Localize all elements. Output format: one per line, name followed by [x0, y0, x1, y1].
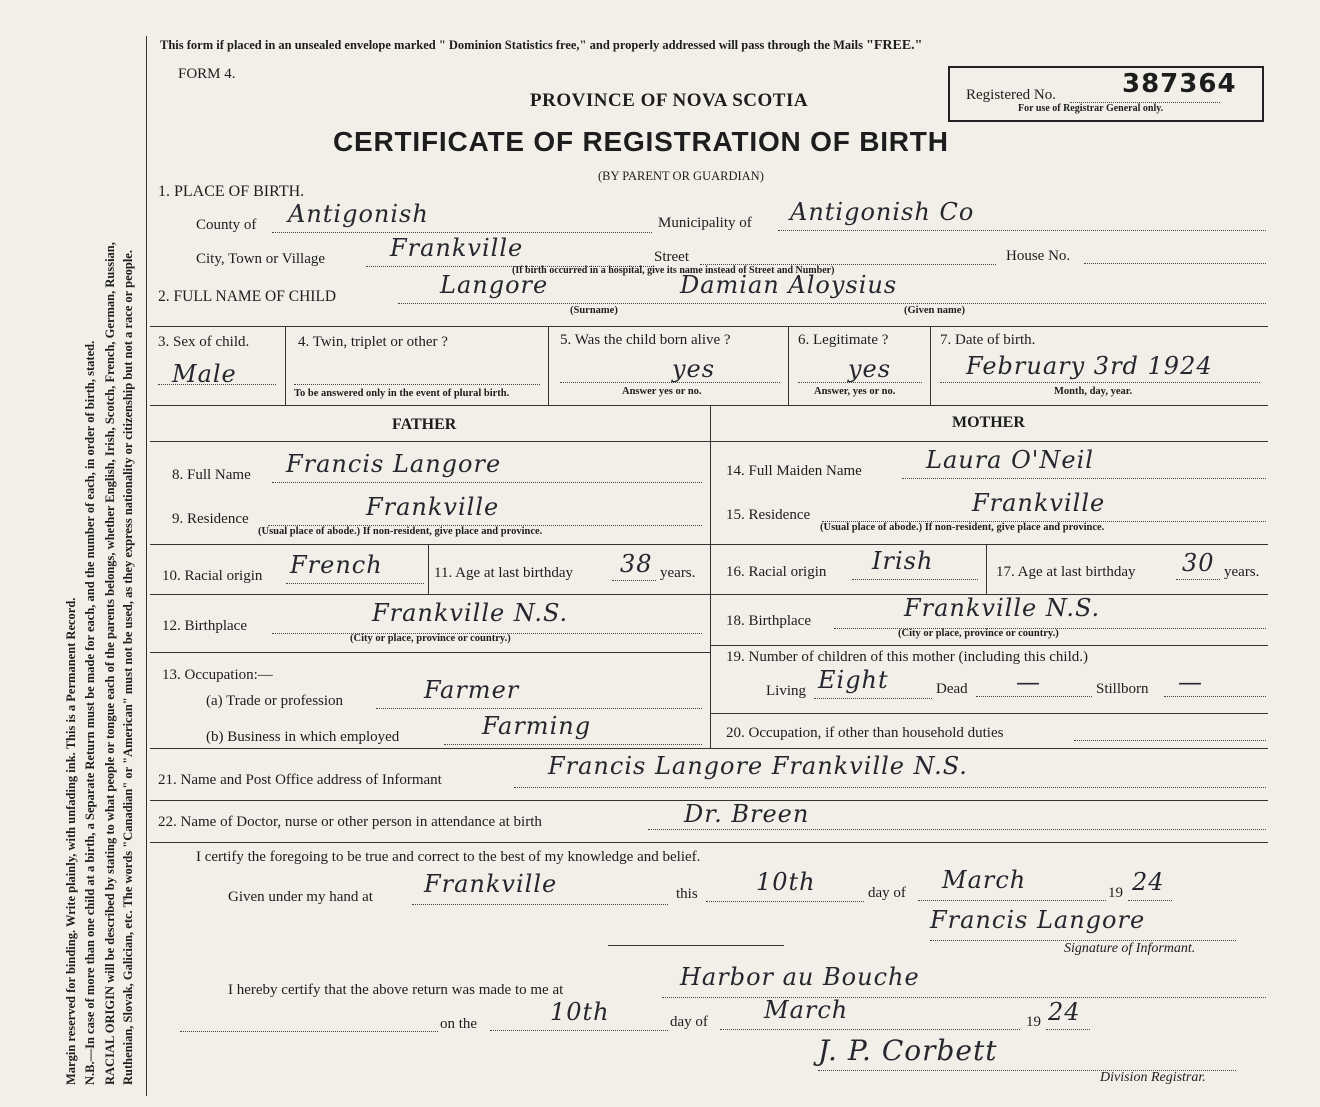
- registrar-place-value: Harbor au Bouche: [680, 963, 920, 991]
- county-label: County of: [196, 217, 257, 233]
- registrar-lead-line: [180, 1031, 438, 1032]
- county-line: [272, 232, 652, 233]
- heading-underline: [150, 441, 1268, 442]
- divider-sex: [285, 326, 286, 405]
- divider-twin: [548, 326, 549, 405]
- mother-res-label: 15. Residence: [726, 507, 811, 523]
- father-biz-label: (b) Business in which employed: [206, 729, 400, 745]
- place-heading: 1. PLACE OF BIRTH.: [158, 183, 305, 200]
- dob-note: Month, day, year.: [1054, 386, 1133, 397]
- cert-given-label: Given under my hand at: [228, 889, 373, 905]
- mother-living-label: Living: [766, 683, 806, 699]
- hospital-note: (If birth occurred in a hospital, give its name instead of Street and Number): [512, 265, 835, 276]
- father-race-line: [286, 583, 424, 584]
- mother-name-line: [902, 478, 1266, 479]
- father-bp-value: Frankville N.S.: [372, 599, 569, 627]
- mother-still-label: Stillborn: [1096, 681, 1149, 697]
- registrar-note: For use of Registrar General only.: [1018, 103, 1164, 114]
- registrar-year-prefix: 19: [1026, 1014, 1041, 1030]
- legit-value: yes: [848, 355, 892, 383]
- alive-value: yes: [672, 355, 716, 383]
- province-heading: PROVINCE OF NOVA SCOTIA: [530, 90, 809, 111]
- father-age-line: [612, 580, 656, 581]
- county-value: Antigonish: [288, 200, 429, 228]
- father-name-value: Francis Langore: [286, 450, 502, 478]
- dob-label: 7. Date of birth.: [940, 332, 1036, 348]
- mother-age-line: [1176, 579, 1220, 580]
- row-bottom-border: [150, 405, 1268, 406]
- child-name-label: 2. FULL NAME OF CHILD: [158, 288, 337, 305]
- certificate-subtitle: (BY PARENT OR GUARDIAN): [598, 169, 764, 183]
- legit-note: Answer, yes or no.: [814, 386, 896, 397]
- mother-race-line: [852, 579, 978, 580]
- house-label: House No.: [1006, 248, 1071, 264]
- mother-living-line: [814, 698, 932, 699]
- mother-dead-label: Dead: [936, 681, 968, 697]
- municipality-value: Antigonish Co: [790, 198, 975, 226]
- father-biz-line: [444, 744, 702, 745]
- given-note: (Given name): [904, 305, 965, 316]
- mother-name-value: Laura O'Neil: [926, 446, 1094, 474]
- father-trade-line: [376, 708, 702, 709]
- father-name-line: [272, 482, 702, 483]
- dob-line: [940, 382, 1260, 383]
- divider-legit: [930, 326, 931, 405]
- mother-occ-line: [1074, 740, 1266, 741]
- cert-day-line: [706, 901, 864, 902]
- cert-this-label: this: [676, 886, 698, 902]
- margin-note-binding: Margin reserved for binding. Write plainly, with unfading ink. This is a Permanent Record.: [64, 597, 78, 1085]
- informant-label: 21. Name and Post Office address of Informant: [158, 772, 442, 788]
- cert-month-line: [918, 900, 1106, 901]
- father-trade-label: (a) Trade or profession: [206, 693, 344, 709]
- street-label: Street: [654, 249, 689, 265]
- father-res-label: 9. Residence: [172, 511, 249, 527]
- informant-line: [514, 787, 1266, 788]
- father-occ-label: 13. Occupation:—: [162, 667, 273, 683]
- mail-free-text: "FREE.": [866, 38, 923, 53]
- father-age-divider: [428, 544, 429, 594]
- mother-sep-1: [710, 544, 1268, 545]
- parents-divider: [710, 405, 711, 748]
- parents-bottom-border: [150, 748, 1268, 749]
- registrar-dayof-label: day of: [670, 1014, 708, 1030]
- margin-note-multiple-births: N.B.—In case of more than one child at a birth, a Separate Return must be made for each, and the number of each, in order of birth, stated.: [83, 340, 97, 1085]
- legit-label: 6. Legitimate ?: [798, 332, 889, 348]
- alive-line: [560, 382, 780, 383]
- mother-race-label: 16. Racial origin: [726, 564, 827, 580]
- mother-dead-value: —: [1016, 668, 1041, 696]
- city-value: Frankville: [390, 234, 524, 262]
- city-label: City, Town or Village: [196, 251, 326, 267]
- cert-place-value: Frankville: [424, 870, 558, 898]
- surname-note: (Surname): [570, 305, 618, 316]
- twin-line: [294, 384, 540, 385]
- informant-signature: Francis Langore: [930, 906, 1146, 934]
- mother-dead-line: [976, 696, 1092, 697]
- sex-label: 3. Sex of child.: [158, 334, 250, 350]
- father-biz-value: Farming: [482, 712, 592, 740]
- house-line: [1084, 263, 1266, 264]
- father-race-label: 10. Racial origin: [162, 568, 263, 584]
- father-res-value: Frankville: [366, 493, 500, 521]
- alive-label: 5. Was the child born alive ?: [560, 332, 731, 348]
- mother-sep-3: [710, 645, 1268, 646]
- father-race-value: French: [290, 551, 383, 579]
- mother-children-label: 19. Number of children of this mother (including this child.): [726, 649, 1089, 665]
- father-age-unit: years.: [660, 565, 696, 581]
- cert-year-value: 24: [1132, 868, 1165, 896]
- mother-age-label: 17. Age at last birthday: [996, 564, 1136, 580]
- mother-bp-label: 18. Birthplace: [726, 613, 811, 629]
- registered-label: Registered No.: [966, 87, 1056, 103]
- registrar-line: I hereby certify that the above return was made to me at: [228, 982, 564, 998]
- mother-still-line: [1164, 696, 1266, 697]
- father-trade-value: Farmer: [424, 676, 520, 704]
- certificate-title: CERTIFICATE OF REGISTRATION OF BIRTH: [333, 126, 949, 157]
- father-bp-label: 12. Birthplace: [162, 618, 247, 634]
- father-sep-1: [150, 544, 710, 545]
- registrar-month-value: March: [764, 996, 849, 1024]
- father-sep-2: [150, 594, 710, 595]
- cert-place-line: [412, 904, 668, 905]
- mother-race-value: Irish: [872, 547, 934, 575]
- cert-year-prefix: 19: [1108, 885, 1123, 901]
- margin-note-racial-origin-2: Ruthenian, Slovak, Galician, etc. The words "Canadian" or "American" must not be used, as they express nationality or citizenship but not a race or people.: [121, 250, 135, 1085]
- informant-signature-label: Signature of Informant.: [1064, 941, 1196, 956]
- doctor-value: Dr. Breen: [684, 800, 810, 828]
- father-age-label: 11. Age at last birthday: [434, 565, 573, 581]
- mother-res-value: Frankville: [972, 489, 1106, 517]
- twin-note: To be answered only in the event of plural birth.: [294, 388, 510, 399]
- alive-note: Answer yes or no.: [622, 386, 702, 397]
- mother-still-value: —: [1178, 668, 1203, 696]
- registrar-title: Division Registrar.: [1100, 1070, 1206, 1085]
- left-border: [146, 36, 147, 1096]
- twin-label: 4. Twin, triplet or other ?: [298, 334, 448, 350]
- municipality-line: [778, 230, 1266, 231]
- registrar-day-line: [490, 1030, 668, 1031]
- mother-res-note: (Usual place of abode.) If non-resident, give place and province.: [820, 522, 1105, 533]
- doctor-line: [648, 829, 1266, 830]
- mother-occ-label: 20. Occupation, if other than household duties: [726, 725, 1004, 741]
- mother-age-value: 30: [1182, 549, 1215, 577]
- cert-month-value: March: [942, 866, 1027, 894]
- cert-day-value: 10th: [756, 868, 816, 896]
- registrar-month-line: [720, 1029, 1020, 1030]
- child-surname: Langore: [440, 271, 549, 299]
- informant-value: Francis Langore Frankville N.S.: [548, 752, 968, 780]
- father-age-value: 38: [620, 550, 653, 578]
- father-name-label: 8. Full Name: [172, 467, 251, 483]
- child-name-line: [398, 303, 1266, 304]
- registered-number: 387364: [1122, 69, 1237, 99]
- cert-year-line: [1128, 900, 1172, 901]
- doctor-label: 22. Name of Doctor, nurse or other person in attendance at birth: [158, 814, 542, 830]
- margin-note-racial-origin-1: RACIAL ORIGIN will be described by stating to what people or tongue each of the parents belongs, whether English, Irish, Scotch, French, German, Russian,: [103, 242, 117, 1085]
- mother-age-unit: years.: [1224, 564, 1260, 580]
- cert-dayof-label: day of: [868, 885, 906, 901]
- mail-note: [160, 38, 922, 54]
- father-bp-note: (City or place, province or country.): [350, 633, 511, 644]
- registrar-day-value: 10th: [550, 998, 610, 1026]
- mother-heading: MOTHER: [952, 414, 1025, 431]
- registrar-signature: J. P. Corbett: [818, 1034, 998, 1067]
- mother-living-value: Eight: [818, 666, 889, 694]
- cert-line: I certify the foregoing to be true and correct to the best of my knowledge and belief.: [196, 849, 701, 865]
- dob-value: February 3rd 1924: [966, 352, 1213, 380]
- mother-sep-4: [710, 713, 1268, 714]
- father-sep-3: [150, 652, 710, 653]
- sex-value: Male: [172, 360, 237, 388]
- row-top-border: [150, 326, 1268, 327]
- mother-bp-value: Frankville N.S.: [904, 594, 1101, 622]
- registrar-place-line: [662, 997, 1266, 998]
- doctor-sep: [150, 842, 1268, 843]
- mother-name-label: 14. Full Maiden Name: [726, 463, 862, 479]
- form-number: FORM 4.: [178, 66, 236, 82]
- registrar-year-line: [1046, 1029, 1090, 1030]
- cert-separator: [608, 945, 784, 946]
- mother-age-divider: [986, 544, 987, 594]
- mail-note-text: This form if placed in an unsealed envelope marked " Dominion Statistics free," and properly addressed will pass through the Mails: [160, 38, 863, 52]
- registrar-year-value: 24: [1048, 998, 1081, 1026]
- municipality-label: Municipality of: [658, 215, 752, 231]
- child-given-name: Damian Aloysius: [680, 271, 898, 299]
- father-heading: FATHER: [392, 416, 457, 433]
- father-res-note: (Usual place of abode.) If non-resident, give place and province.: [258, 526, 543, 537]
- registrar-on-label: on the: [440, 1016, 478, 1032]
- divider-alive: [788, 326, 789, 405]
- mother-bp-note: (City or place, province or country.): [898, 628, 1059, 639]
